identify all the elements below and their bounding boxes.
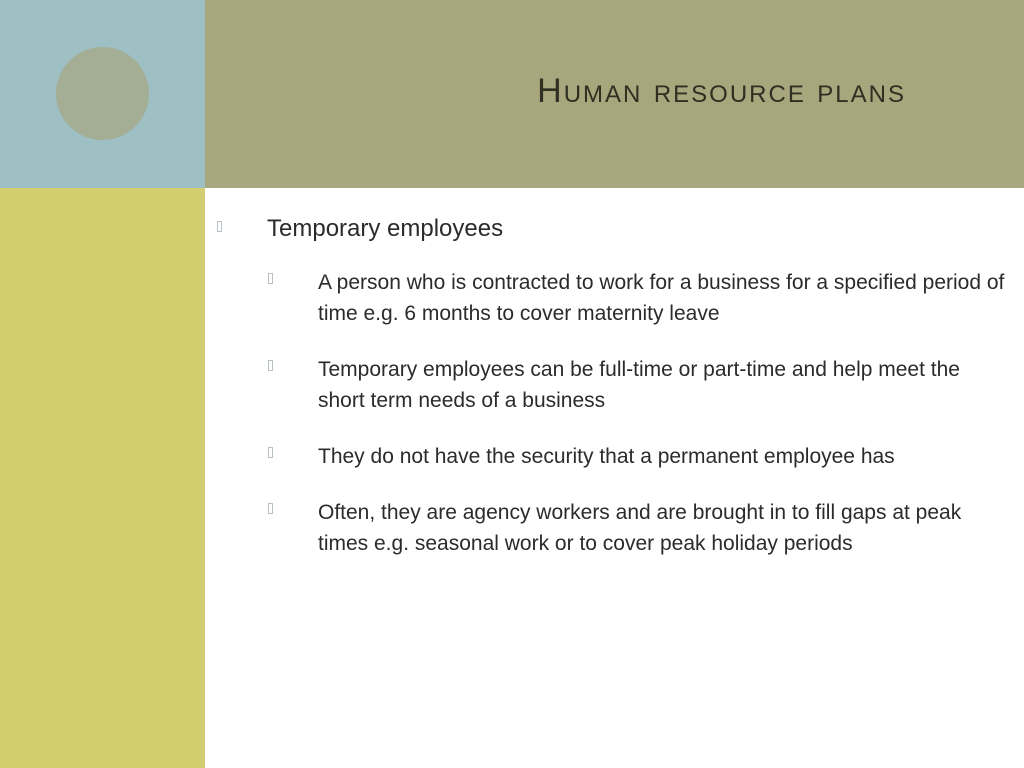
left-sidebar-block [0, 188, 205, 768]
bullet-text: Temporary employees [267, 215, 504, 242]
bullet-marker-icon [217, 221, 222, 232]
bullet-marker-icon [268, 273, 273, 284]
bullet-text: Temporary employees can be full-time or part-time and help meet the short term needs of a business [318, 358, 960, 412]
decorative-circle [56, 47, 149, 140]
bullet-item-level-2 [215, 354, 1005, 416]
bullet-item-level-2 [215, 267, 1005, 329]
bullet-marker-icon [268, 503, 273, 514]
bullet-text: They do not have the security that a permanent employee has [318, 445, 895, 468]
slide-title: Human resource plans [537, 72, 906, 110]
bullet-text: Often, they are agency workers and are brought in to fill gaps at peak times e.g. seasonal work or to cover peak holiday periods [318, 501, 962, 555]
bullet-item-level-2 [215, 497, 1005, 559]
slide-content [215, 212, 1005, 584]
bullet-item-level-1 [215, 212, 1005, 246]
bullet-marker-icon [268, 447, 273, 458]
bullet-text: A person who is contracted to work for a business for a specified period of time e.g. 6 months to cover maternity leave [318, 271, 1005, 325]
bullet-item-level-2 [215, 441, 1005, 472]
bullet-marker-icon [268, 360, 273, 371]
